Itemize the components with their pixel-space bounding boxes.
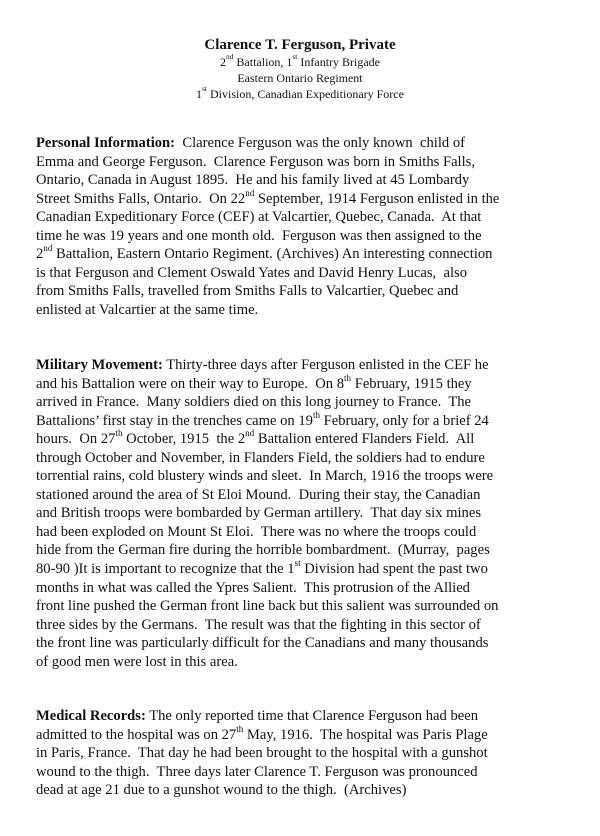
- text-run: May, 1916. The hospital was Paris Plage: [243, 726, 488, 743]
- text-run: Canadian Expeditionary Force (CEF) at Valcartier, Quebec, Canada. At that: [36, 209, 482, 226]
- section-military-movement: [36, 356, 596, 671]
- text-run: Ontario, Canada in August 1895. He and his family lived at 45 Lombardy: [36, 172, 470, 189]
- text-run: front line pushed the German front line back but this salient was surrounded on: [36, 598, 499, 615]
- text-run: Thirty-three days after Ferguson enlisted in the CEF he: [162, 357, 489, 373]
- paragraph-line: [36, 356, 596, 375]
- subtitle-line: [0, 70, 600, 86]
- text-run: February, only for a brief 24: [319, 412, 489, 429]
- text-run: Division had spent the past two: [300, 561, 488, 578]
- section-label: Military Movement:: [36, 357, 163, 373]
- text-run: September, 1914 Ferguson enlisted in the: [254, 190, 500, 207]
- text-run: October, 1915 the 2: [122, 431, 246, 448]
- paragraph-line: [36, 579, 596, 598]
- paragraph-line: [36, 393, 596, 412]
- text-run: enlisted at Valcartier at the same time.: [36, 301, 259, 318]
- paragraph-line: [36, 245, 596, 264]
- paragraph-line: [36, 264, 596, 283]
- text-run: torrential rains, cold blustery winds and sleet. In March, 1916 the troops were: [36, 468, 494, 485]
- text-run: Battalion, Eastern Ontario Regiment. (Archives) An interesting connection: [52, 246, 493, 263]
- text-run: and his Battalion were on their way to Europe. On 8: [36, 375, 345, 392]
- section-personal-information: [36, 134, 596, 319]
- text-run: Eastern Ontario Regiment: [237, 71, 363, 85]
- document-header: [0, 36, 600, 102]
- paragraph-line: [36, 153, 596, 172]
- paragraph-line: [36, 504, 596, 523]
- text-run: February, 1915 they: [351, 375, 472, 392]
- paragraph-line: [36, 597, 596, 616]
- text-run: hide from the German fire during the horrible bombardment. (Murray, pages: [36, 542, 490, 559]
- paragraph-line: [36, 449, 596, 468]
- text-run: 1: [196, 87, 203, 101]
- text-run: Battalions’ first stay in the trenches came on 19: [36, 412, 313, 429]
- text-run: 2: [36, 246, 44, 263]
- superscript: th: [115, 428, 123, 439]
- superscript: th: [236, 723, 244, 734]
- subtitle-line: [0, 54, 600, 70]
- paragraph-line: [36, 781, 596, 800]
- text-run: Battalion entered Flanders Field. All: [254, 431, 475, 448]
- text-run: admitted to the hospital was on 27: [36, 726, 237, 743]
- paragraph-line: [36, 372, 596, 394]
- text-run: months in what was called the Ypres Salient. This protrusion of the Allied: [36, 579, 470, 596]
- paragraph-line: [36, 430, 596, 449]
- paragraph-line: [36, 763, 596, 782]
- text-run: stationed around the area of St Eloi Mound. During their stay, the Canadian: [36, 486, 481, 503]
- paragraph-line: [36, 467, 596, 486]
- paragraph-line: [36, 653, 596, 672]
- text-run: The only reported time that Clarence Ferguson had been: [145, 708, 479, 724]
- paragraph-line: [36, 634, 596, 653]
- text-run: of good men were lost in this area.: [36, 653, 238, 670]
- document-title: Clarence T. Ferguson, Private: [204, 37, 396, 53]
- text-run: time he was 19 years and one month old. Ferguson was then assigned to the: [36, 227, 482, 244]
- paragraph-line: [36, 723, 596, 745]
- text-run: from Smiths Falls, travelled from Smiths Falls to Valcartier, Quebec and: [36, 283, 459, 300]
- superscript: nd: [43, 243, 53, 254]
- text-run: is that Ferguson and Clement Oswald Yates and David Henry Lucas, also: [36, 264, 467, 281]
- paragraph-line: [36, 560, 596, 579]
- paragraph-line: [36, 227, 596, 246]
- superscript: nd: [225, 52, 234, 61]
- text-run: wound to the thigh. Three days later Clarence T. Ferguson was pronounced: [36, 763, 478, 780]
- paragraph-line: [36, 187, 596, 209]
- paragraph-line: [36, 707, 596, 726]
- text-run: hours. On 27: [36, 431, 116, 448]
- text-run: and British troops were bombarded by German artillery. That day six mines: [36, 505, 482, 522]
- superscript: th: [344, 372, 352, 383]
- text-run: Street Smiths Falls, Ontario. On 22: [36, 190, 246, 207]
- text-run: Clarence Ferguson was the only known child of: [175, 135, 465, 151]
- text-run: Battalion, 1: [233, 55, 293, 69]
- paragraph-line: [36, 171, 596, 190]
- subtitle-line: [0, 86, 600, 102]
- paragraph-line: [36, 523, 596, 542]
- superscript: st: [292, 52, 298, 61]
- superscript: st: [294, 558, 301, 569]
- text-run: 2: [219, 55, 226, 69]
- text-run: arrived in France. Many soldiers died on this long journey to France. The: [36, 394, 472, 411]
- paragraph-line: [36, 134, 596, 153]
- paragraph-line: [36, 208, 596, 227]
- text-run: Infantry Brigade: [297, 55, 381, 69]
- text-run: three sides by the Germans. The result was that the fighting in this sector of: [36, 616, 481, 633]
- text-run: through October and November, in Flanders Field, the soldiers had to endure: [36, 449, 485, 466]
- text-run: the front line was particularly difficult for the Canadians and many thousands: [36, 635, 489, 652]
- superscript: nd: [245, 187, 255, 198]
- paragraph-line: [36, 301, 596, 320]
- text-run: in Paris, France. That day he had been brought to the hospital with a gunshot: [36, 745, 488, 762]
- text-run: had been exploded on Mount St Eloi. There was no where the troops could: [36, 523, 477, 540]
- text-run: Emma and George Ferguson. Clarence Ferguson was born in Smiths Falls,: [36, 153, 475, 170]
- superscript: th: [312, 409, 320, 420]
- text-run: 80-90 )It is important to recognize that the 1: [36, 561, 295, 578]
- superscript: nd: [245, 428, 255, 439]
- section-label: Personal Information:: [36, 135, 176, 151]
- superscript: st: [202, 84, 207, 93]
- section-label: Medical Records:: [36, 708, 146, 724]
- paragraph-line: [36, 616, 596, 635]
- paragraph-line: [36, 541, 596, 560]
- paragraph-line: [36, 744, 596, 763]
- text-run: Division, Canadian Expeditionary Force: [207, 87, 404, 101]
- section-medical-records: [36, 707, 596, 800]
- paragraph-line: [36, 282, 596, 301]
- text-run: dead at age 21 due to a gunshot wound to the thigh. (Archives): [36, 782, 407, 799]
- subtitle-block: [0, 54, 600, 102]
- paragraph-line: [36, 486, 596, 505]
